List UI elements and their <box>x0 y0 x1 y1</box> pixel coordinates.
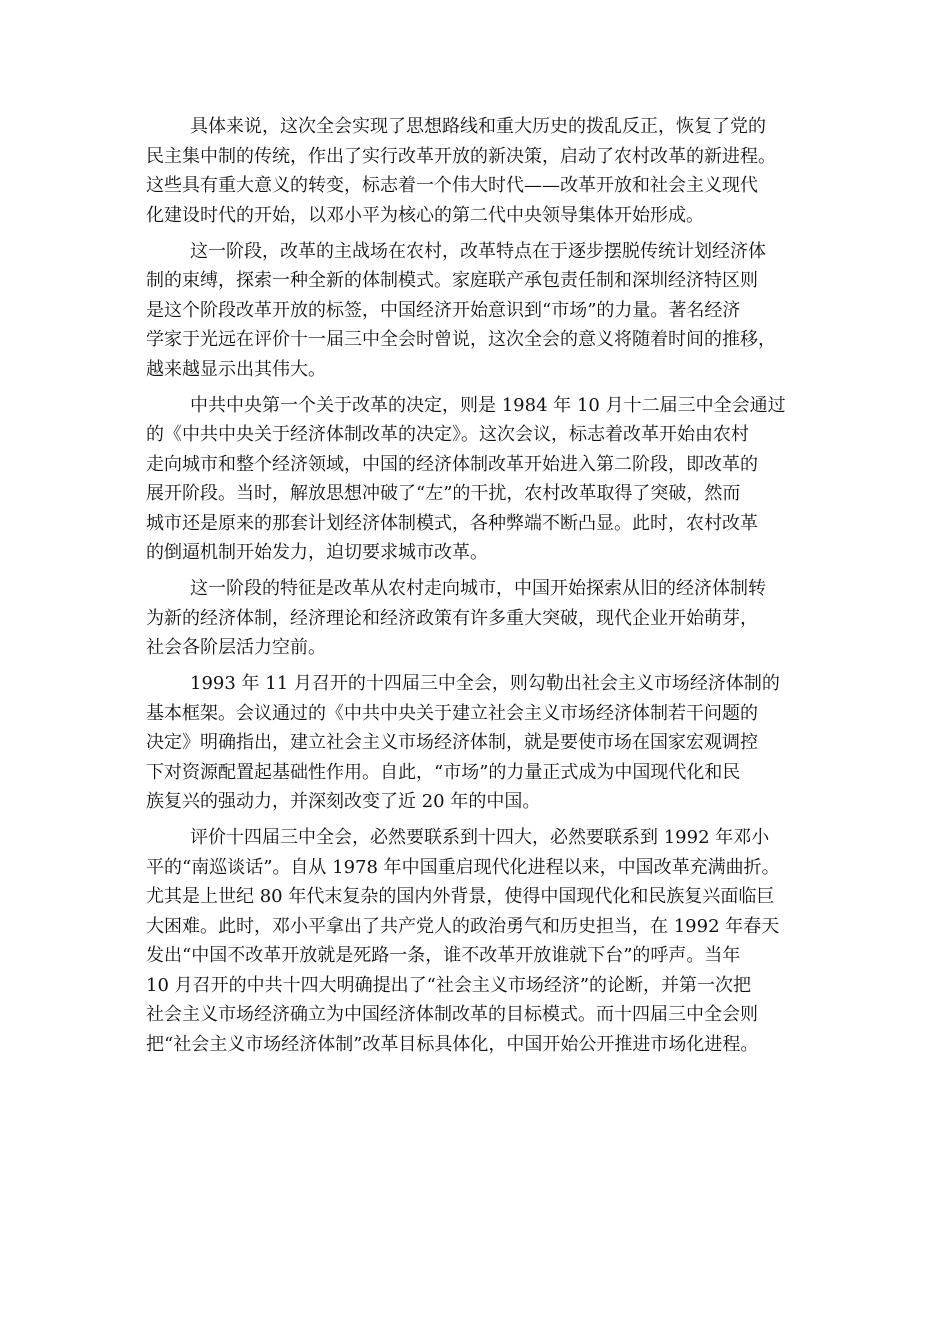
text-line: 下对资源配置起基础性作用。自此，“市场”的力量正式成为中国现代化和民 <box>146 761 741 783</box>
text-line: 基本框架。会议通过的《中共中央关于建立社会主义市场经济体制若干问题的 <box>146 702 758 724</box>
paragraph-6 <box>146 823 826 1059</box>
paragraph-1 <box>146 112 826 230</box>
text-line: 把“社会主义市场经济体制”改革目标具体化，中国开始公开推进市场化进程。 <box>146 1033 759 1055</box>
text-line: 评价十四届三中全会，必然要联系到十四大，必然要联系到 1992 年邓小 <box>190 827 770 848</box>
text-line: 是这个阶段改革开放的标签，中国经济开始意识到“市场”的力量。著名经济 <box>146 299 741 321</box>
text-line: 民主集中制的传统，作出了实行改革开放的新决策，启动了农村改革的新进程。 <box>146 145 776 167</box>
text-line: 为新的经济体制，经济理论和经济政策有许多重大突破，现代企业开始萌芽， <box>146 607 758 629</box>
text-line: 决定》明确指出，建立社会主义市场经济体制，就是要使市场在国家宏观调控 <box>146 732 758 753</box>
text-line: 社会各阶层活力空前。 <box>146 637 326 658</box>
text-line: 这些具有重大意义的转变，标志着一个伟大时代——改革开放和社会主义现代 <box>146 175 758 196</box>
text-line: 尤其是上世纪 80 年代末复杂的国内外背景，使得中国现代化和民族复兴面临巨 <box>146 886 775 907</box>
body-text <box>146 112 826 1066</box>
paragraph-3 <box>146 391 826 568</box>
text-line: 族复兴的强动力，并深刻改变了近 20 年的中国。 <box>146 791 541 812</box>
text-line: 社会主义市场经济确立为中国经济体制改革的目标模式。而十四届三中全会则 <box>146 1004 758 1025</box>
text-line: 中共中央第一个关于改革的决定，则是 1984 年 10 月十二届三中全会通过 <box>190 394 786 416</box>
text-line: 城市还是原来的那套计划经济体制模式，各种弊端不断凸显。此时，农村改革 <box>146 512 758 534</box>
text-line: 1993 年 11 月召开的十四届三中全会，则勾勒出社会主义市场经济体制的 <box>190 673 780 694</box>
text-line: 走向城市和整个经济领域，中国的经济体制改革开始进入第二阶段，即改革的 <box>146 453 758 475</box>
text-line: 的《中共中央关于经济体制改革的决定》。这次会议，标志着改革开始由农村 <box>146 424 749 445</box>
paragraph-5 <box>146 669 826 817</box>
text-line: 这一阶段，改革的主战场在农村，改革特点在于逐步摆脱传统计划经济体 <box>190 240 766 262</box>
text-line: 展开阶段。当时，解放思想冲破了“左”的干扰，农村改革取得了突破，然而 <box>146 483 741 504</box>
text-line: 10 月召开的中共十四大明确提出了“社会主义市场经济”的论断，并第一次把 <box>146 974 752 996</box>
text-line: 越来越显示出其伟大。 <box>146 358 326 380</box>
text-line: 化建设时代的开始，以邓小平为核心的第二代中央领导集体开始形成。 <box>146 204 704 226</box>
text-line: 具体来说，这次全会实现了思想路线和重大历史的拨乱反正，恢复了党的 <box>190 116 766 137</box>
text-line: 平的“南巡谈话”。自从 1978 年中国重启现代化进程以来，中国改革充满曲折。 <box>146 856 780 878</box>
paragraph-2 <box>146 237 826 385</box>
paragraph-4 <box>146 574 826 663</box>
text-line: 大困难。此时，邓小平拿出了共产党人的政治勇气和历史担当，在 1992 年春天 <box>146 915 780 937</box>
text-line: 学家于光远在评价十一届三中全会时曾说，这次全会的意义将随着时间的推移， <box>146 329 776 350</box>
text-line: 制的束缚，探索一种全新的体制模式。家庭联产承包责任制和深圳经济特区则 <box>146 270 758 291</box>
text-line: 发出“中国不改革开放就是死路一条，谁不改革开放谁就下台”的呼声。当年 <box>146 945 741 966</box>
text-line: 这一阶段的特征是改革从农村走向城市，中国开始探索从旧的经济体制转 <box>190 578 766 599</box>
text-line: 的倒逼机制开始发力，迫切要求城市改革。 <box>146 542 488 563</box>
